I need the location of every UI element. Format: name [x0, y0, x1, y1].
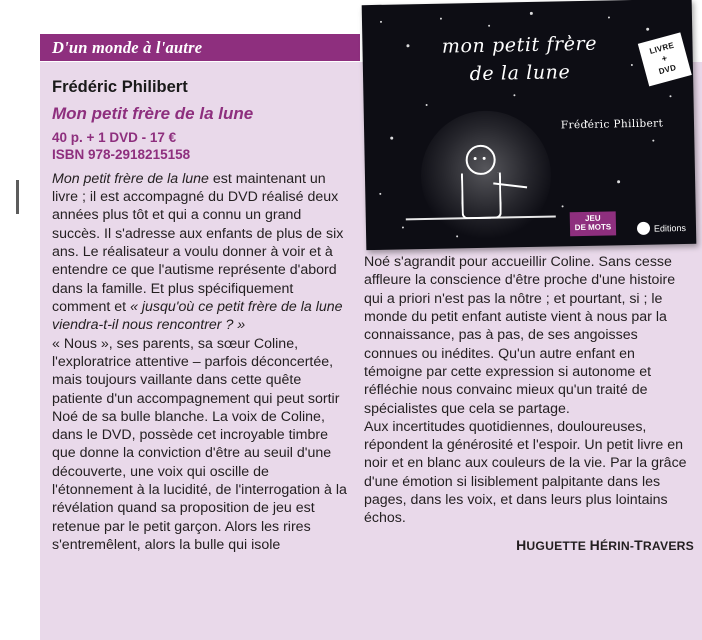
book-isbn: ISBN 978-2918215158: [52, 146, 191, 162]
badge-line-2: DVD: [657, 62, 678, 76]
book-cover: [362, 0, 697, 250]
cover-title: [414, 30, 625, 89]
cover-author: Frédéric Philibert: [560, 117, 664, 132]
logo-jeu-line-2: DE MOTS: [574, 222, 612, 233]
book-author: Frédéric Philibert: [52, 78, 188, 96]
logo-jeu-line-1: JEU: [584, 213, 601, 224]
publisher-logo-jeu-de-mots: [570, 211, 616, 236]
paragraph-4: Aux incertitudes quotidiennes, douloureuses, répondent la générosité et l'espoir. Un petit livre en noir et en blanc aux couleurs de la vie. Par la grâce d'une émotion si lisiblement palpitante dans les pages, dans les voix, et dans leurs plus lointains échos.: [364, 418, 687, 527]
signature-small-3: RAVERS: [642, 538, 694, 553]
paragraph-1: [52, 170, 352, 335]
gutter-mark: [16, 180, 19, 214]
review-signature: [364, 537, 694, 553]
paragraph-2: « Nous », ses parents, sa sœur Coline, l'exploratrice attentive – parfois déconcertée, mais toujours vaillante dans cette quête patiente d'un accompagnement qui peut sortir Noé de sa bulle blanche. La voix de Coline, dans le DVD, possède cet incroyable timbre que donne la conviction d'être au seuil d'une découverte, une voix qui oscille de l'étonnement à la lucidité, de l'interrogation à la révélation quand sa proposition de jeu est retenue par le petit garçon. Alors les rires s'entremêlent, alors la bulle qui isole: [52, 335, 347, 553]
child-figure-body: [461, 173, 502, 220]
right-text-column: [364, 253, 694, 553]
signature-cap-t: T: [634, 536, 643, 553]
signature-cap-h2: H: [589, 536, 600, 553]
book-price: 40 p. + 1 DVD - 17 €: [52, 130, 177, 145]
book-title: Mon petit frère de la lune: [52, 104, 254, 123]
cover-title-line-1: mon petit frère: [441, 32, 598, 58]
paragraph-1-italic-lead: Mon petit frère de la lune: [52, 170, 209, 187]
signature-small-1: UGUETTE: [526, 538, 590, 553]
section-title: D'un monde à l'autre: [52, 37, 203, 57]
editions-dot-icon: [637, 222, 650, 235]
cover-title-line-2: de la lune: [469, 60, 571, 85]
review-body-right: [364, 253, 694, 528]
paragraph-1-text: est maintenant un livre ; il est accompagné du DVD réalisé deux années plus tôt et qui a connu un grand succès. Il s'adresse aux enfants de plus de six ans. Le réalisateur a voulu donner à voir et à entendre ce que l'autisme représente d'abord dans la famille. Et plus spécifiquement comment et: [52, 170, 344, 315]
left-text-column: [52, 78, 352, 554]
paragraph-1-italic-mid: « jusqu'où ce petit frère de la lune viendra-t-il nous rencontrer ? »: [52, 298, 343, 334]
book-cover-image: [362, 0, 697, 250]
publisher-logo-editions: [637, 221, 686, 235]
review-body-left: [52, 170, 352, 555]
logo-editions-label: Editions: [653, 222, 687, 234]
signature-small-2: ÉRIN-: [599, 538, 635, 553]
badge-line-1: LIVRE: [648, 41, 676, 57]
signature-cap-h: H: [516, 536, 527, 553]
section-banner: [40, 34, 360, 61]
badge-plus: +: [660, 53, 669, 65]
page-gutter: [0, 0, 40, 640]
paragraph-3: Noé s'agrandit pour accueillir Coline. Sans cesse affleure la conscience d'être proche d'une histoire qui a priori n'est pas la nôtre ; et pourtant, si ; le monde du petit enfant autiste vient à nous par la connaissance, pas à pas, de ses angoisses connues ou inédites. Qu'un autre enfant en témoigne par cette expression si autonome et réfléchie nous convainc mieux qu'un traité de spécialistes que cela se partage.: [364, 254, 676, 417]
